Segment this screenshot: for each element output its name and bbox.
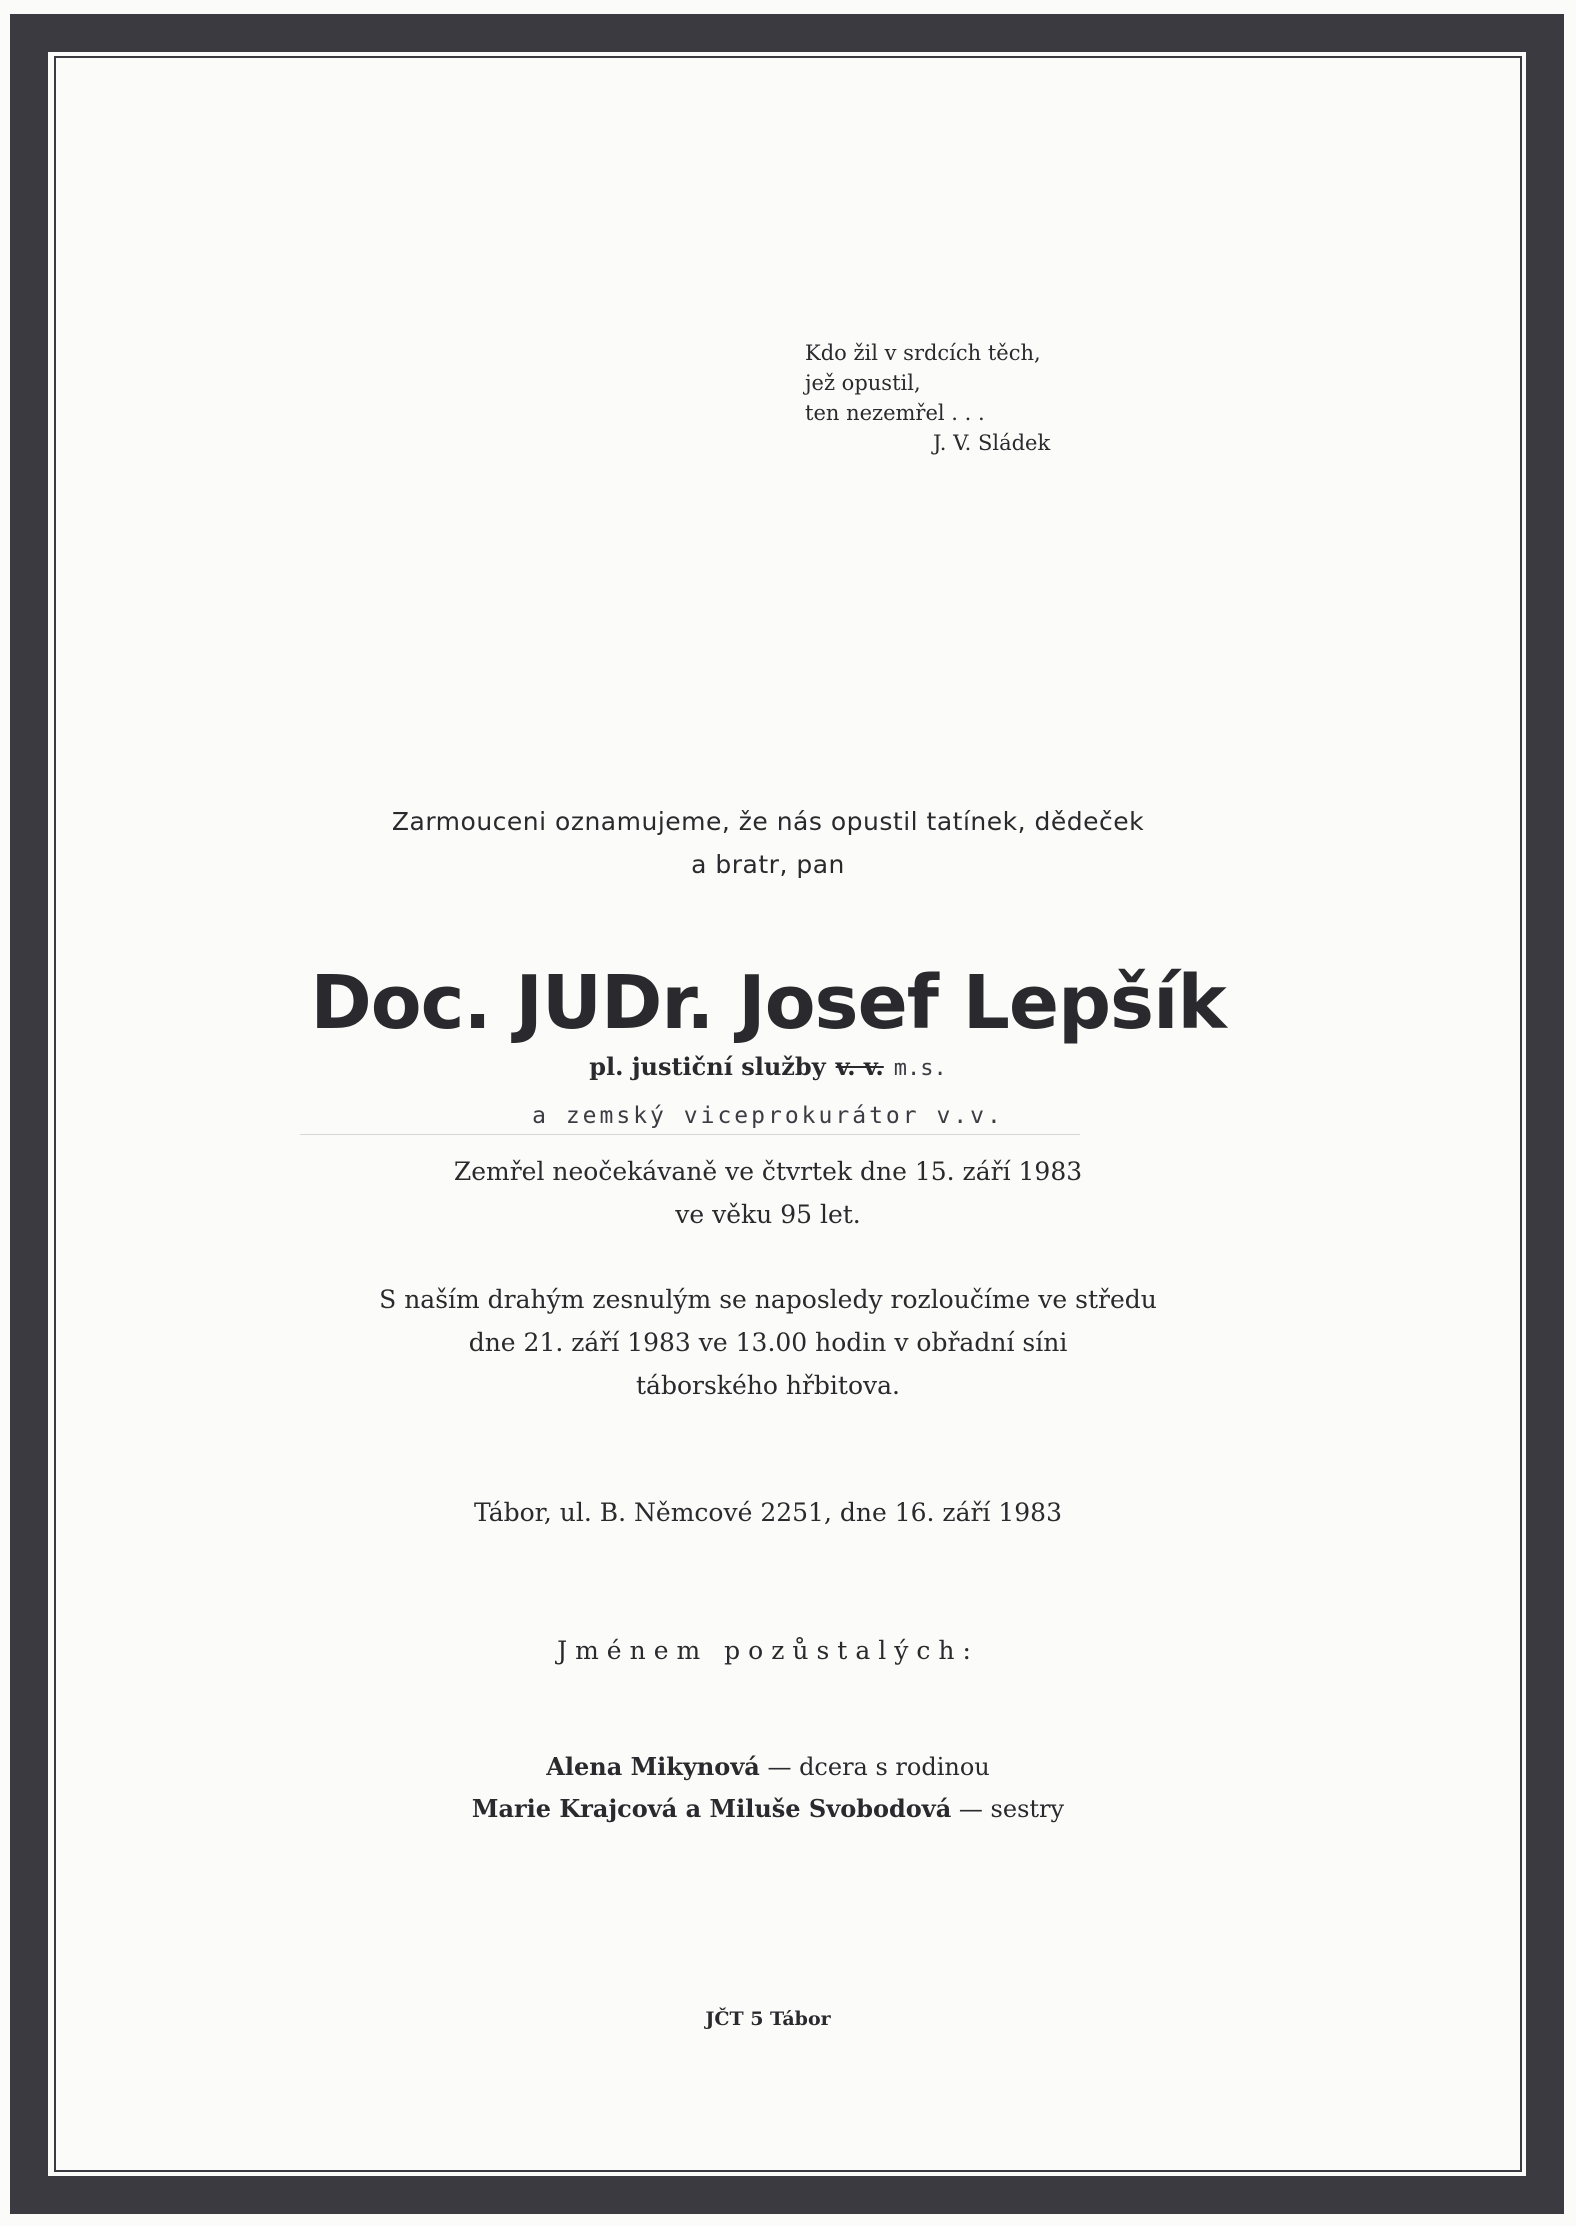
motto-line: jež opustil, bbox=[805, 371, 921, 395]
announcement bbox=[0, 800, 1536, 886]
mourner-entry bbox=[0, 1746, 1536, 1788]
mourner-relation: — sestry bbox=[951, 1795, 1065, 1823]
death-line: ve věku 95 let. bbox=[675, 1200, 861, 1229]
title-printed: pl. justiční služby bbox=[589, 1052, 826, 1081]
motto-line: ten nezemřel . . . bbox=[805, 401, 985, 425]
funeral-notice bbox=[0, 1278, 1536, 1407]
deceased-title bbox=[0, 1052, 1536, 1081]
printer-imprint: JČT 5 Tábor bbox=[705, 2008, 831, 2030]
title-typed-suffix: m.s. bbox=[893, 1056, 947, 1081]
mourner-names: Alena Mikynová bbox=[546, 1752, 760, 1781]
death-notice bbox=[0, 1150, 1536, 1236]
mourners-heading: Jménem pozůstalých: bbox=[557, 1636, 979, 1665]
funeral-line: dne 21. září 1983 ve 13.00 hodin v obřadní síni bbox=[468, 1328, 1068, 1357]
mourners-list bbox=[0, 1746, 1536, 1830]
mourner-entry bbox=[0, 1788, 1536, 1830]
motto-quote bbox=[805, 338, 1050, 458]
announcement-line: a bratr, pan bbox=[691, 850, 845, 879]
mourner-relation: — dcera s rodinou bbox=[759, 1753, 990, 1781]
motto-line: Kdo žil v srdcích těch, bbox=[805, 341, 1041, 365]
title-struck-text: v. v. bbox=[835, 1052, 884, 1081]
typed-title-line: a zemský viceprokurátor v.v. bbox=[532, 1103, 1004, 1129]
fold-line bbox=[300, 1134, 1080, 1135]
funeral-line: S naším drahým zesnulým se naposledy rozloučíme ve středu bbox=[379, 1285, 1157, 1314]
announcement-line: Zarmouceni oznamujeme, že nás opustil tatínek, dědeček bbox=[391, 807, 1145, 836]
funeral-line: táborského hřbitova. bbox=[636, 1371, 900, 1400]
motto-author: J. V. Sládek bbox=[933, 431, 1051, 455]
place-and-date: Tábor, ul. B. Němcové 2251, dne 16. září 1983 bbox=[473, 1498, 1062, 1527]
deceased-name: Doc. JUDr. Josef Lepšík bbox=[310, 960, 1226, 1046]
death-line: Zemřel neočekávaně ve čtvrtek dne 15. září 1983 bbox=[453, 1157, 1083, 1186]
mourner-names: Marie Krajcová a Miluše Svobodová bbox=[471, 1794, 952, 1823]
